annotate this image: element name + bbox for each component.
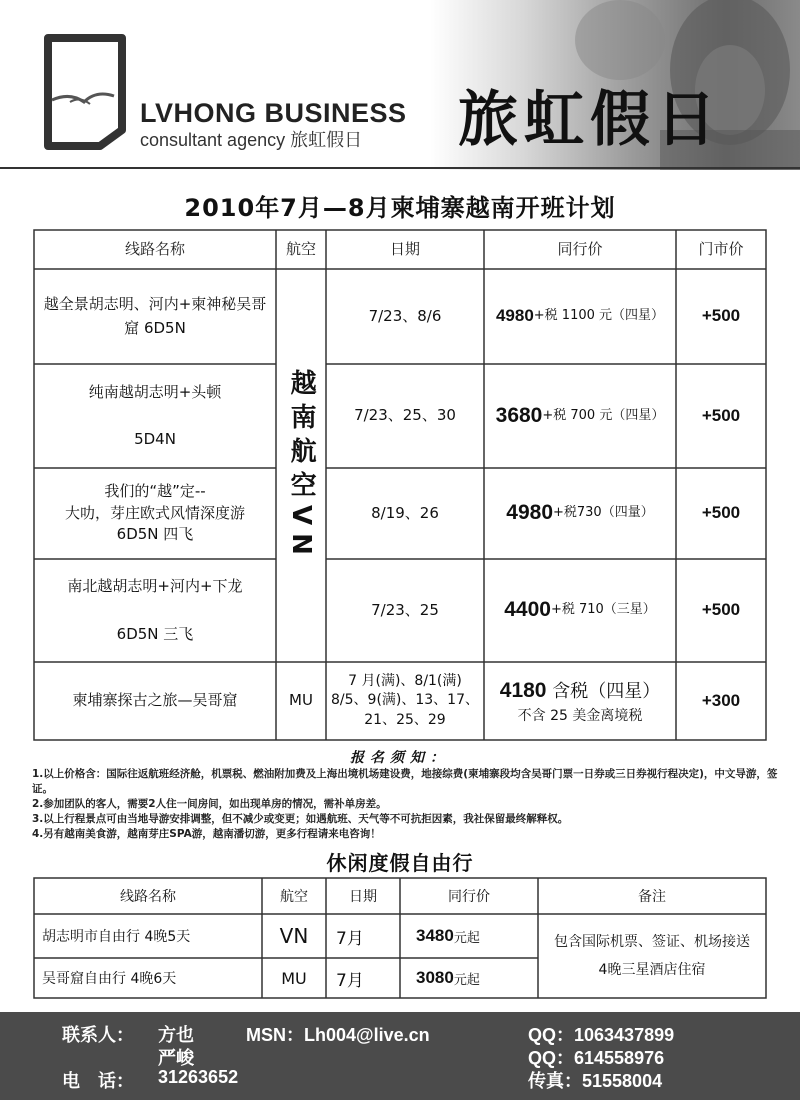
remark-line: 包含国际机票、签证、机场接送 xyxy=(554,934,750,950)
col-header-date: 日期 xyxy=(389,239,420,258)
contact-person-2: 严峻 xyxy=(158,1048,194,1068)
price-unit: 元起 xyxy=(453,930,480,946)
t2-header-price: 同行价 xyxy=(448,889,490,905)
table-row-3-date: 8/19、26 xyxy=(371,503,439,522)
qq-contact-2: QQ：614558976 xyxy=(528,1048,665,1068)
table-row-5-retail: +300 xyxy=(701,690,741,710)
t2-header-date: 日期 xyxy=(349,889,377,905)
route-line: 大叻，芽庄欧式风情深度游 xyxy=(64,503,245,522)
brand-title: 旅虹假日 xyxy=(458,85,722,155)
price-tax-included: 含税（四星） xyxy=(546,680,661,702)
t2-row-2-airline: MU xyxy=(281,968,307,988)
t2-row-2-date: 7月 xyxy=(336,970,364,991)
price-main: 4980 xyxy=(495,306,534,326)
table-row-1-retail: +500 xyxy=(701,306,741,326)
table-row-5-route: 柬埔寨探古之旅—吴哥窟 xyxy=(72,691,238,710)
price-tax: +税 700 元（四星） xyxy=(542,407,665,423)
qq-contact-1: QQ：1063437899 xyxy=(528,1025,675,1045)
phone-label: 电 话： xyxy=(62,1071,134,1091)
t2-row-1-route: 胡志明市自由行 4晚5天 xyxy=(42,929,191,945)
contact-label: 联系人： xyxy=(62,1025,134,1045)
route-line: 纯南越胡志明+头顿 xyxy=(88,382,222,401)
col-header-retail-price: 门市价 xyxy=(698,239,744,258)
date-line: 21、25、29 xyxy=(364,711,446,728)
price-main: 3680 xyxy=(495,403,543,427)
table-row-2-retail: +500 xyxy=(701,405,741,425)
price-unit: 元起 xyxy=(453,972,480,988)
logo-name: LVHONG BUSINESS xyxy=(140,98,407,128)
price-tax: +税 1100 元（四星） xyxy=(533,308,665,324)
table-row-4-date: 7/23、25 xyxy=(371,600,439,619)
msn-contact[interactable]: MSN：Lh004@live.cn xyxy=(246,1025,430,1045)
price-note: 不含 25 美金离境税 xyxy=(517,708,643,725)
table-row-1-route: 越全景胡志明、河内+柬神秘吴哥窟 6D5N xyxy=(43,295,267,337)
t2-remark xyxy=(538,914,766,998)
table-row-1-date: 7/23、8/6 xyxy=(368,306,442,325)
t2-row-1-airline: VN xyxy=(279,924,309,948)
remark-line: 4晚三星酒店住宿 xyxy=(598,962,706,978)
price-tax: +税 710（三星） xyxy=(550,602,656,618)
route-line: 5D4N xyxy=(134,430,176,448)
t2-header-route: 线路名称 xyxy=(120,889,176,905)
route-line: 6D5N 三飞 xyxy=(116,624,194,643)
price-tax: +税730（四量） xyxy=(553,505,654,521)
price-main: 3080 xyxy=(416,968,454,987)
route-line: 我们的“越”定-- xyxy=(104,481,206,500)
contact-person-1: 方也 xyxy=(158,1025,194,1045)
price-main: 4980 xyxy=(506,501,553,525)
table-row-3-retail: +500 xyxy=(701,503,741,523)
fax-number: 传真：51558004 xyxy=(528,1071,663,1091)
t2-header-remark: 备注 xyxy=(638,889,666,905)
t2-row-1-date: 7月 xyxy=(336,928,364,949)
price-main: 4180 xyxy=(499,678,547,702)
note-item-3: 3.以上行程景点可由当地导游安排调整，但不减少或变更；如遇航班、天气等不可抗拒因素，我社保留最终解释权。 xyxy=(32,813,569,825)
note-item-4: 4.另有越南美食游，越南芽庄SPA游，越南潘切游，更多行程请来电咨询！ xyxy=(32,828,381,840)
price-main: 4400 xyxy=(504,598,551,622)
date-line: 7 月(满)、8/1(满) xyxy=(348,672,462,689)
col-header-trade-price: 同行价 xyxy=(557,239,603,258)
airline-vertical-text: 越南航空VN xyxy=(286,368,317,563)
route-line: 6D5N 四飞 xyxy=(116,525,194,544)
logo-tagline: consultant agency 旅虹假日 xyxy=(140,130,363,150)
phone-number: 31263652 xyxy=(158,1067,239,1087)
note-item-1: 1.以上价格含：国际往返航班经济舱，机票税、燃油附加费及上海出境机场建设费，地接综费(柬埔寨段均含吴哥门票一日券或三日券视行程决定)，中文导游，签证。 xyxy=(32,768,778,795)
t2-header-airline: 航空 xyxy=(280,889,308,905)
table-row-5-airline: MU xyxy=(289,691,313,710)
col-header-airline: 航空 xyxy=(285,239,316,258)
table-row-4-retail: +500 xyxy=(701,600,741,620)
t2-row-2-route: 吴哥窟自由行 4晚6天 xyxy=(42,971,177,987)
page-title: 2010年7月—8月柬埔寨越南开班计划 xyxy=(184,194,616,222)
route-line: 南北越胡志明+河内+下龙 xyxy=(67,577,243,596)
notes-title: 报名须知： xyxy=(350,750,450,766)
price-main: 3480 xyxy=(416,926,454,945)
table-row-2-date: 7/23、25、30 xyxy=(354,406,456,425)
date-line: 8/5、9(满)、13、17、 xyxy=(331,692,479,709)
t2-row-2-price xyxy=(416,958,538,998)
t2-row-1-price xyxy=(416,914,538,958)
section-title-free-travel: 休闲度假自由行 xyxy=(326,851,474,875)
note-item-2: 2.参加团队的客人，需要2人住一间房间，如出现单房的情况，需补单房差。 xyxy=(32,798,387,810)
col-header-route: 线路名称 xyxy=(124,239,185,258)
